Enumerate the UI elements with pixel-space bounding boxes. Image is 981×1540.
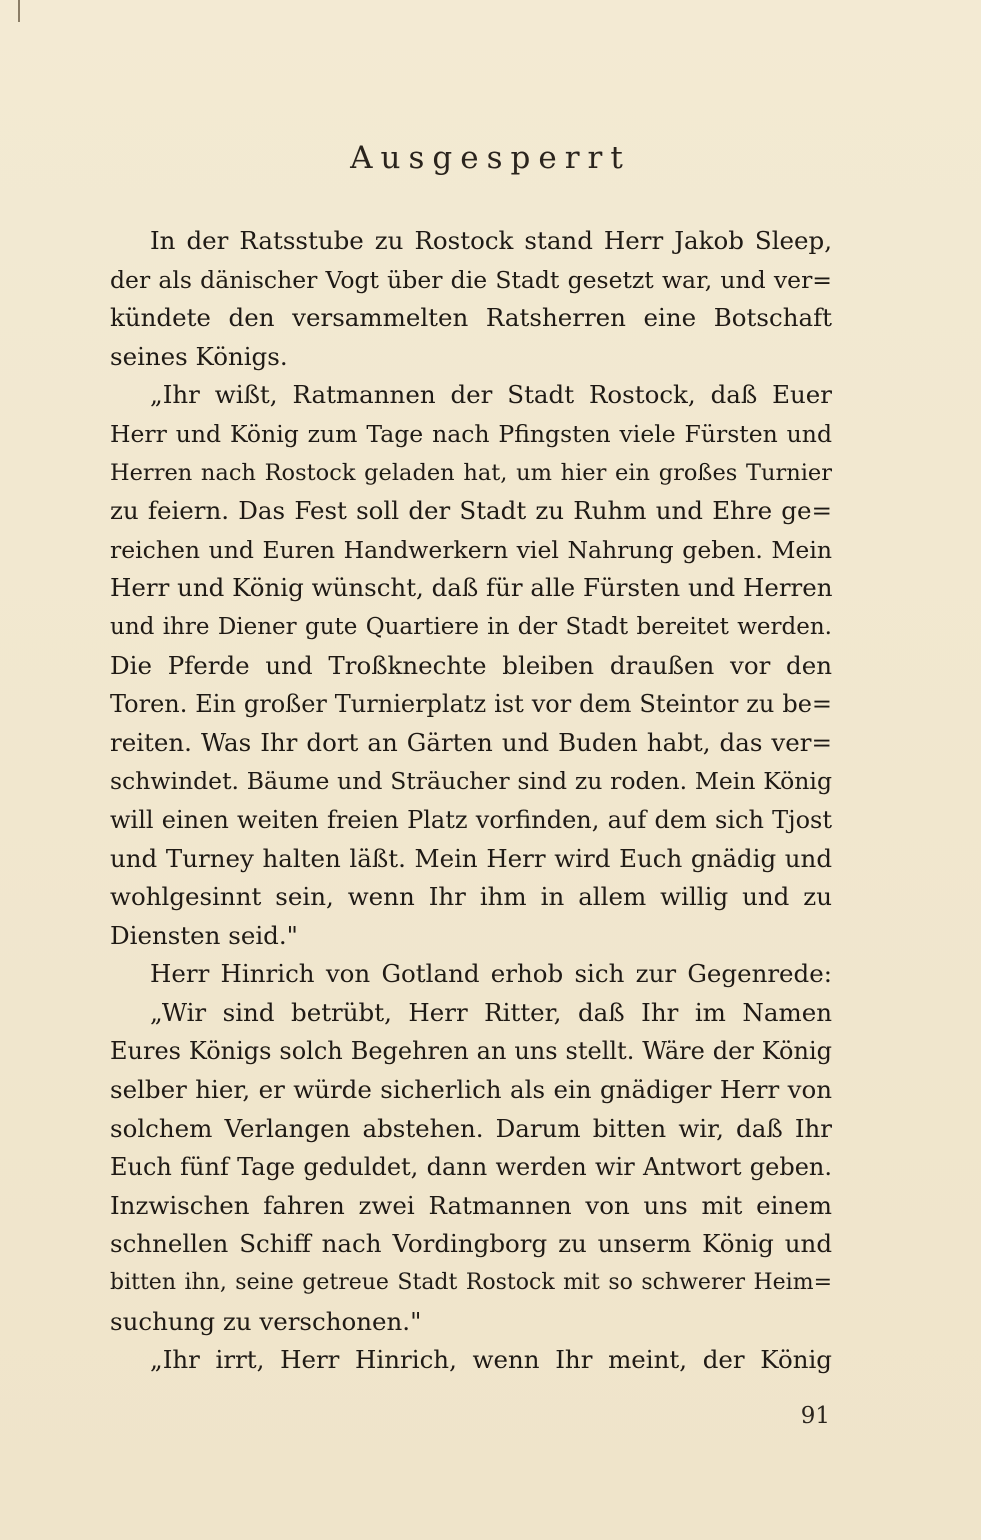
text-line: „Ihr irrt, Herr Hinrich, wenn Ihr meint, der König [150, 1345, 832, 1375]
text-line: bitten ihn, seine getreue Stadt Rostock mit so schwerer Heim= [110, 1270, 832, 1296]
text-line: Euch fünf Tage geduldet, dann werden wir Antwort geben. [110, 1153, 832, 1182]
text-line: schwindet. Bäume und Sträucher sind zu roden. Mein König [110, 767, 832, 796]
text-line: Herren nach Rostock geladen hat, um hier ein großes Turnier [110, 459, 832, 486]
body-text [110, 222, 832, 1380]
text-line: schnellen Schiff nach Vordingborg zu unserm König und [110, 1229, 832, 1259]
text-line: wohlgesinnt sein, wenn Ihr ihm in allem willig und zu [110, 882, 832, 912]
text-line: und Turney halten läßt. Mein Herr wird Euch gnädig und [110, 843, 832, 873]
text-line: Herr und König wünscht, daß für alle Fürsten und Herren [110, 573, 833, 603]
text-line: Die Pferde und Troßknechte bleiben draußen vor den [110, 650, 832, 680]
text-line: kündete den versammelten Ratsherren eine Botschaft [110, 303, 832, 333]
chapter-title: Ausgesperrt [350, 140, 631, 176]
page-number: 91 [800, 1403, 830, 1429]
text-line: suchung zu verschonen." [110, 1306, 422, 1336]
text-line: „Wir sind betrübt, Herr Ritter, daß Ihr im Namen [150, 997, 832, 1027]
text-line: Herr Hinrich von Gotland erhob sich zur Gegenrede: [150, 959, 832, 989]
text-line: reiten. Was Ihr dort an Gärten und Buden habt, das ver= [110, 727, 832, 757]
text-line: Diensten seid." [110, 920, 298, 950]
text-line: In der Ratsstube zu Rostock stand Herr Jakob Sleep, [150, 226, 832, 255]
text-line: reichen und Euren Handwerkern viel Nahrung geben. Mein [110, 535, 832, 564]
text-line: Inzwischen fahren zwei Ratmannen von uns mit einem [110, 1190, 832, 1220]
text-line: Eures Königs solch Begehren an uns stellt. Wäre der König [110, 1037, 832, 1066]
text-line: will einen weiten freien Platz vorfinden, auf dem sich Tjost [110, 805, 832, 834]
text-line: Toren. Ein großer Turnierplatz ist vor dem Steintor zu be= [110, 690, 832, 719]
text-line: solchem Verlangen abstehen. Darum bitten wir, daß Ihr [110, 1113, 832, 1143]
text-line: zu feiern. Das Fest soll der Stadt zu Ruhm und Ehre ge= [110, 496, 832, 526]
text-line: seines Königs. [110, 341, 288, 371]
text-line: und ihre Diener gute Quartiere in der Stadt bereitet werden. [110, 613, 832, 640]
text-line: der als dänischer Vogt über die Stadt gesetzt war, und ver= [110, 265, 832, 294]
scan-edge-mark [18, 0, 20, 22]
text-line: „Ihr wißt, Ratmannen der Stadt Rostock, daß Euer [150, 380, 832, 410]
text-line: selber hier, er würde sicherlich als ein gnädiger Herr von [110, 1075, 832, 1105]
text-line: Herr und König zum Tage nach Pfingsten viele Fürsten und [110, 419, 832, 448]
